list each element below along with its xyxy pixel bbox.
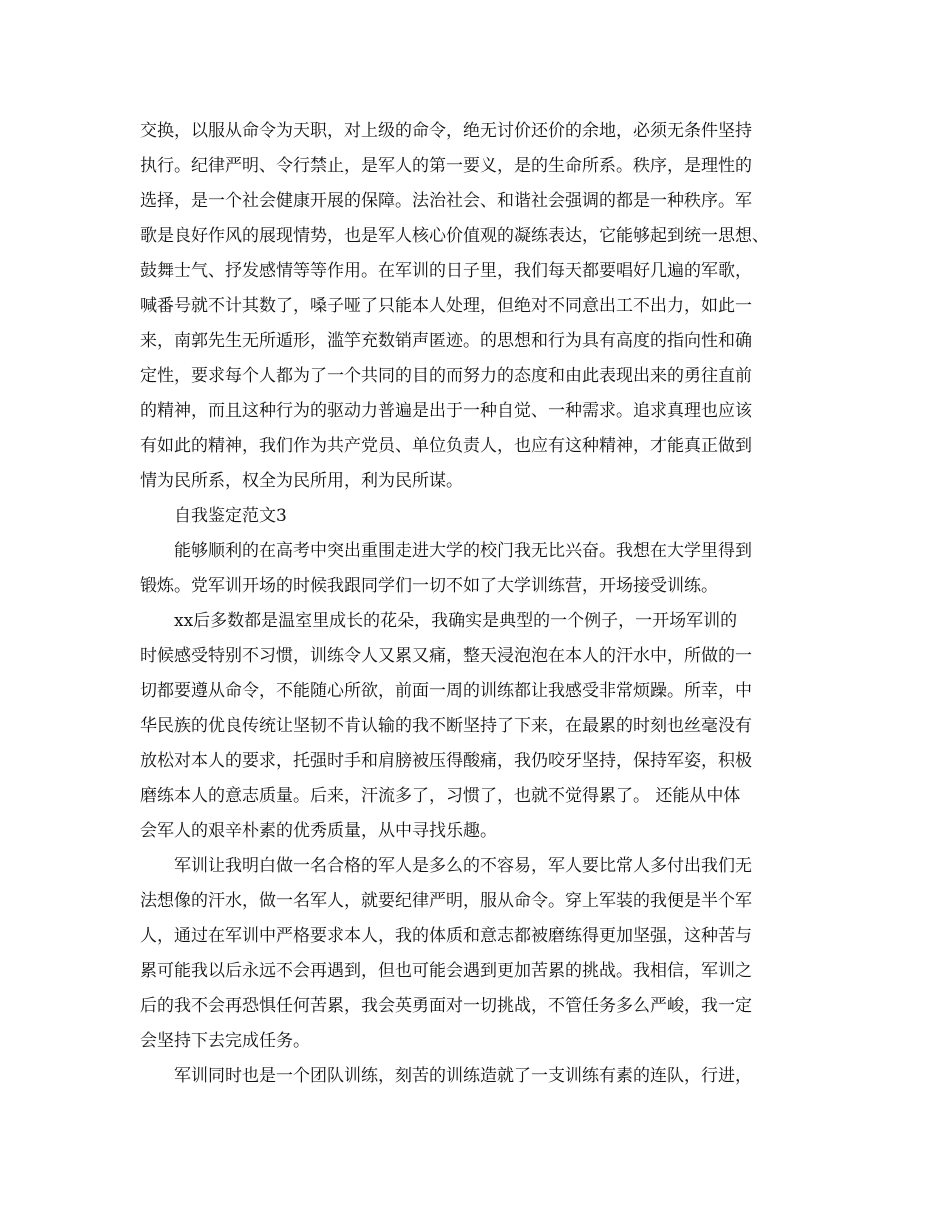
text-line: 来，南郭先生无所遁形，滥竽充数销声匿迹。的思想和行为具有高度的指向性和确 [140,331,752,351]
text-line: 时候感受特别不习惯，训练令人又累又痛，整天浸泡泡在本人的汗水中，所做的一 [140,646,752,666]
text-line: 交换，以服从命令为天职，对上级的命令，绝无讨价还价的余地，必须无条件坚持 [140,121,752,141]
text-line: 有如此的精神，我们作为共产党员、单位负责人，也应有这种精神，才能真正做到 [140,436,752,456]
text-line: 的精神，而且这种行为的驱动力普遍是出于一种自觉、一种需求。追求真理也应该 [140,401,752,421]
text-line: 军训让我明白做一名合格的军人是多么的不容易，军人要比常人多付出我们无 [174,856,752,876]
text-line: 锻炼。党军训开场的时候我跟同学们一切不如了大学训练营，开场接受训练。 [140,576,718,596]
text-line: 人，通过在军训中严格要求本人，我的体质和意志都被磨练得更加坚强，这种苦与 [140,926,752,946]
text-line: 华民族的优良传统让坚韧不肯认输的我不断坚持了下来，在最累的时刻也丝毫没有 [140,716,752,736]
text-line: 放松对本人的要求，托强时手和肩膀被压得酸痛，我仍咬牙坚持，保持军姿，积极 [140,751,752,771]
text-line: 情为民所系，权全为民所用，利为民所谋。 [140,471,463,491]
text-line: 喊番号就不计其数了，嗓子哑了只能本人处理，但绝对不同意出工不出力，如此一 [140,296,752,316]
text-line: xx后多数都是温室里成长的花朵，我确实是典型的一个例子，一开场军训的 [174,611,738,631]
text-line: 选择，是一个社会健康开展的保障。法治社会、和谐社会强调的都是一种秩序。军 [140,191,752,211]
text-line: 会军人的艰辛朴素的优秀质量，从中寻找乐趣。 [140,821,497,841]
text-line: 法想像的汗水，做一名军人，就要纪律严明，服从命令。穿上军装的我便是半个军 [140,891,752,911]
text-line: 磨练本人的意志质量。后来，汗流多了，习惯了，也就不觉得累了。 还能从中体 [140,786,741,806]
text-line: 定性，要求每个人都为了一个共同的目的而努力的态度和由此表现出来的勇往直前 [140,366,752,386]
section-heading: 自我鉴定范文3 [174,506,287,526]
text-line: 切都要遵从命令，不能随心所欲，前面一周的训练都让我感受非常烦躁。所幸，中 [140,681,752,701]
text-line: 鼓舞士气、抒发感情等等作用。在军训的日子里，我们每天都要唱好几遍的军歌， [140,261,752,281]
text-line: 会坚持下去完成任务。 [140,1031,310,1051]
text-line: 军训同时也是一个团队训练，刻苦的训练造就了一支训练有素的连队，行进， [174,1066,752,1086]
text-line: 后的我不会再恐惧任何苦累，我会英勇面对一切挑战，不管任务多么严峻，我一定 [140,996,752,1016]
text-line: 能够顺利的在高考中突出重围走进大学的校门我无比兴奋。我想在大学里得到 [174,541,752,561]
text-line: 歌是良好作风的展现情势，也是军人核心价值观的凝练表达，它能够起到统一思想、 [140,226,769,246]
text-line: 执行。纪律严明、令行禁止，是军人的第一要义，是的生命所系。秩序，是理性的 [140,156,752,176]
text-line: 累可能我以后永远不会再遇到，但也可能会遇到更加苦累的挑战。我相信，军训之 [140,961,752,981]
